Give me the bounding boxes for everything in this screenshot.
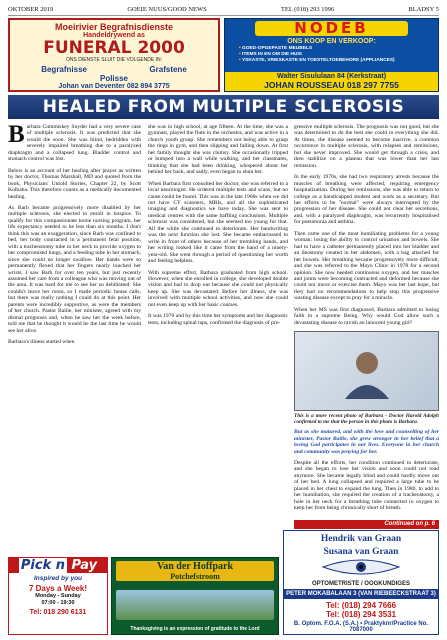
nodeb-ad-contact: JOHAN ROUSSEAU 018 297 7755 xyxy=(264,80,399,90)
nodeb-ad-subtitle: ONS KOOP EN VERKOOP: xyxy=(287,38,376,45)
optometrist-ad[interactable] xyxy=(283,530,439,635)
pnp-hours-days: Monday - Sunday xyxy=(35,593,81,599)
optom-tel-1: Tel: (018) 294 7666 xyxy=(325,601,397,610)
article-paragraph: In the early 1970s, she had two respiratory arrests because the muscles of breathing were affected, requiring emergency hospitalization. During her remissions, she was able to return to college as a handicapped student and work as a secretary. But her efforts to be "normal" were always interrupted by the progression of her disease. She could not clear her secretions, and, with a paralyzed diaphragm, was recurrently hospitalised for pneumonia and asthma. xyxy=(294,174,439,226)
article-column-1 xyxy=(8,124,141,554)
pnp-inspired: Inspired by you xyxy=(33,575,83,582)
article-column-2 xyxy=(148,124,288,554)
pick-n-pay-ad[interactable] xyxy=(8,557,108,635)
article-paragraph: When Barbara first consulted her doctor, she was referred to a local neurologist. He ordered multiple tests and scans, but no cause could be found. This was in the late 1960s when we did not have CT scanners, MRIs, and all the sophisticated imaging and diagnostics we have today. She was sent to medical centres with the same baffling conclusions. Multiple sclerosis was considered, but she seemed too young for that. All the while she continued to deteriorate. Her handwriting was the next function she lost. She became embarrassed to write in front of others because of her trembling hands, and her writing looked like it came from the hand of a ninety-year-old. She went through a period of questioning her worth and feeling helpless. xyxy=(148,180,288,265)
funeral-ad-slogan xyxy=(70,91,151,92)
nodeb-ad-items xyxy=(225,46,438,64)
hoffpark-scene-image xyxy=(116,590,274,620)
pnp-logo-b: Pay xyxy=(71,558,98,573)
hoffpark-place: Potchefstroom xyxy=(170,572,220,581)
optom-tel-2: Tel: (018) 294 3531 xyxy=(325,610,397,619)
pick-n-pay-logo xyxy=(9,558,107,573)
optom-profession: OPTOMETRISTE / OOGKUNDIGES xyxy=(312,581,410,587)
article-paragraph: With supreme effort, Barbara graduated from high school. However, when she enrolled in college, she developed double vision and had to drop out because she could not physically keep up. She was devastated. Before her illness, she was involved with multiple school activities, and now she could not even keep up with her basic courses. xyxy=(148,269,288,308)
nodeb-ad-item: • GOED-OPGEPASTE MEUBELS xyxy=(239,46,438,52)
article-paragraph: It was 1970 and by this time her symptoms and her diagnostic tests, including spinal taps, confirmed the diagnosis of pro- xyxy=(148,313,288,326)
optom-name-2: Susana van Graan xyxy=(323,547,399,557)
funeral-ad-line1: Moeirivier Begrafnisdienste xyxy=(54,22,174,32)
funeral-service-tombstones: Grafstene xyxy=(149,65,187,74)
header-date: OKTOBER 2019 xyxy=(8,6,54,13)
eye-icon xyxy=(321,559,401,575)
article-paragraph: Barbara Cummiskey Snyder had a very severe case of multiple sclerosis. It was predicted that she would die soon. She was blind, bedridden with severely impaired breathing due to a paralyzed diaphragm and a collapsed lung. Bladder control and stomach control was lost. xyxy=(8,124,141,163)
article-paragraph: she was in high school, at age fifteen. At the time, she was a gymnast, played the flute in the orchestra, and was active in a church youth group. She remembers not being able to grasp the rings in gym, and then slipping and falling down. At first her family thought she was clumsy. She occasionally tripped or bumped into a wall while walking, and her classmates, thinking that she had been drinking, whispered about her behind her back, and sadly, even began to shun her. xyxy=(148,124,288,176)
nodeb-ad-address: Walter Sisululaan 84 (Kerkstraat) xyxy=(276,73,387,80)
pnp-hours-times: 07:00 - 19:30 xyxy=(41,600,75,606)
article-paragraph-highlight: But as she matured, and with the love and counselling of her minister, Pastor Bailie, she grew stronger in her belief that a loving God participates in our lives. Everyone in her church and community was praying for her. xyxy=(294,429,439,455)
pnp-logo-a: Pick n xyxy=(20,558,66,573)
funeral-ad-contact: Johan van Deventer 082 894 3775 xyxy=(58,83,170,90)
photo-caption: This is a more recent photo of Barbara - Doctor Harold Adolph confirmed to me that the person in this photo is Barbara. xyxy=(294,413,439,426)
hoffpark-name: Van der Hoffpark xyxy=(156,561,234,572)
hoffpark-ad[interactable] xyxy=(111,557,279,635)
article-headline: HEALED FROM MULTIPLE SCLEROSIS xyxy=(8,95,439,119)
nodeb-ad[interactable] xyxy=(224,18,439,92)
funeral-service-burials: Begrafnisse xyxy=(41,65,87,74)
article-paragraph: When her MS was first diagnosed, Barbara admitted to losing faith in a supreme Being. Why would God allow such a devastating disease to ravish an innocent young girl? xyxy=(294,306,439,326)
pnp-days: 7 Days a Week! xyxy=(28,584,88,593)
header-tel: TEL (018) 293 1996 xyxy=(280,6,335,13)
drop-cap: B xyxy=(8,124,25,148)
header-page: BLADSY 5 xyxy=(408,6,439,13)
funeral-ad-services-2 xyxy=(10,74,218,83)
continued-marker: Continued on p. 6 xyxy=(294,520,439,529)
article-paragraph: Below is an account of her healing after prayer as written by her doctor, Thomas Marshall, MD and quoted from the book, Physicians' Untold Stories, Chapter 22, by Scott Kolbaba. This therefore counts as a medically documented healing. xyxy=(8,167,141,200)
article-paragraph: As Barb became progressively more disabled by her multiple sclerosis, she elected to enroll in hospice. To qualify for this compassionate home nursing program, her life expectancy needed to be less than six months. I don't think this was an exaggeration, since Barb was confined to bed, her body contracted in a permanent fetal position, with a tracheostomy tube in her neck to provide oxygen to her compromised lungs, and a feeding tube in her stomach, since she could no longer swallow. Her hands were so permanently flexed that her fingers nearly touched her wrists. I saw Barb for over ten years, but just recently assumed her care from a colleague who was moving out of the area. It was hard for me to see her so debilitated. She couldn't leave her room, so I made periodic house calls, but there was really nothing I could do at this point. Her parents were incredibly supportive, as were the members of her church. Pastor Bailie, her minister, agreed with my dismal prognosis and, when he saw her the week before, told me that he thought it would be the last time he would see her alive. xyxy=(8,204,141,334)
optom-name-1: Hendrik van Graan xyxy=(320,534,402,544)
article-paragraph: Despite all the efforts, her condition continued to deteriorate, and she began to lose her vision and soon could not read anymore. She became legally blind and could hardly move out of her bed. A lung collapsed and required a large tube to be placed in her chest to expand the lung. Then in 1980, to add to her humiliation, she required the creation of a tracheostomy, a hole in her neck for a breathing tube connected to oxygen to keep her from being chronically short of breath. xyxy=(294,459,439,512)
barbara-photo xyxy=(294,331,439,411)
article-column-3 xyxy=(294,124,439,516)
article-paragraph: gressive multiple sclerosis. The prognosis was not good, but she was determined to do the best she could in everything she did. At times, the disease seemed to become inactive, a common occurrence in multiple sclerosis, with relapses and remissions, but she never improved. She would get through a crisis, and then stabilize on a plateau that was lower than her last remission. xyxy=(294,124,439,169)
funeral-ad-brand: FUNERAL 2000 xyxy=(43,38,185,58)
header-publication: GOEIE NUUS/GOOD NEWS xyxy=(127,6,207,13)
article-paragraph: Then came one of the most humiliating problems for a young woman: losing the ability to control urination and bowels. She had to have a catheter permanently placed into her bladder and an ileostomy created in her abdomen, with a bag attached for her bowels. Her breathing became progressively more difficult, and she was referred to the Mayo Clinic in 1978 for a second opinion. She now needed continuous oxygen, and her muscles and joints were becoming contracted and deformed because she could not move or exercise them. Mayo was her last hope, but they had no recommendations to help stop this progressive wasting disease except to pray for a miracle. xyxy=(294,230,439,302)
pnp-tel: Tel: 018 290 6131 xyxy=(29,609,87,616)
funeral-ad-bottom xyxy=(10,90,218,92)
funeral-ad-line2: Handeldrywend as xyxy=(83,32,145,39)
optom-footer: B. Optom. F.O.A. (S.A.) • Praktyknr/Practice No. 7087000 xyxy=(293,621,429,633)
nodeb-ad-title: NODEB xyxy=(255,21,408,36)
funeral-ad[interactable] xyxy=(8,18,220,92)
optom-address: PETER MOKABALAAN 3 (VAN RIEBEECKSTRAAT 3) xyxy=(284,589,438,599)
page-header xyxy=(8,4,439,16)
funeral-service-policies: Polisse xyxy=(99,74,128,83)
funeral-ad-includes: ONS DIENSTE SLUIT DIE VOLGENDE IN: xyxy=(65,57,163,63)
nodeb-ad-item: • YSKASTE, VRIESKASTE EN TOESTELTOEBEHORE (APPLIANCES) xyxy=(239,58,438,64)
funeral-ad-services xyxy=(10,65,218,74)
person-icon xyxy=(337,341,397,401)
hoffpark-ad-title xyxy=(116,561,274,581)
hoffpark-footer: Thanksgiving is an expression of gratitude to the Lord xyxy=(130,625,260,632)
nodeb-ad-owner xyxy=(225,72,438,91)
nodeb-ad-item: • ITEMS IN EN OM DIE HUIS xyxy=(239,52,438,58)
article-paragraph: Barbara's illness started when xyxy=(8,339,75,346)
